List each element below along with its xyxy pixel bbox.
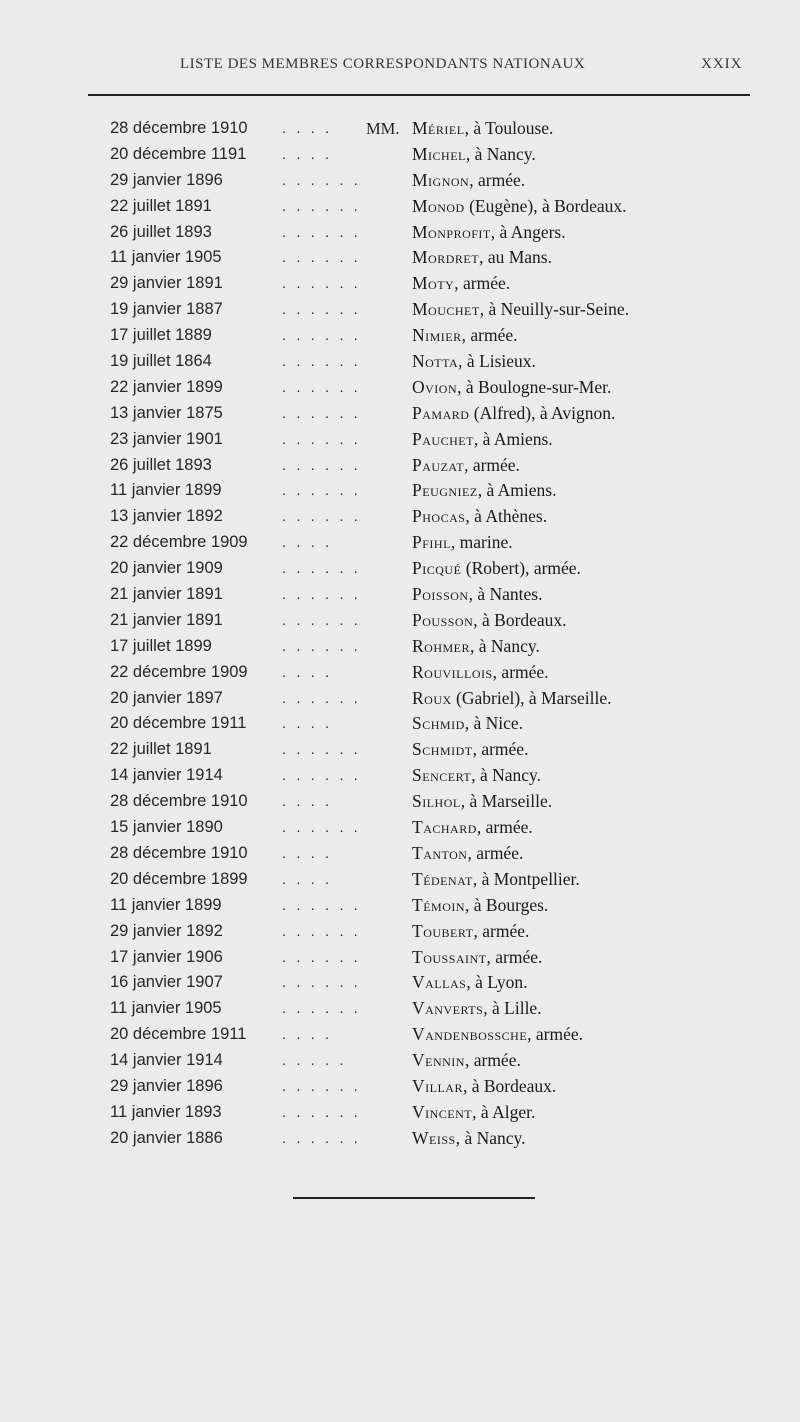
dot-leader: . . . . . . — [282, 948, 361, 966]
member-entry — [412, 375, 611, 401]
member-entry — [412, 763, 541, 789]
member-name: Tachard — [412, 817, 477, 838]
dot-leader: . . . . . — [282, 1052, 347, 1070]
entry-date: 17 juillet 1889 — [110, 326, 212, 345]
member-name: Mordret — [412, 247, 480, 268]
member-entry — [412, 608, 567, 634]
dot-leader: . . . . . . — [282, 922, 361, 940]
member-entry — [412, 297, 629, 323]
dot-leader: . . . . . . — [282, 378, 361, 396]
list-item — [0, 194, 800, 220]
member-name: Toussaint — [412, 946, 487, 967]
member-entry — [412, 245, 552, 271]
list-item — [0, 1126, 800, 1152]
member-detail: , à Montpellier. — [472, 868, 580, 889]
member-detail: , armée. — [454, 273, 511, 294]
dot-leader: . . . . . . — [282, 249, 361, 267]
list-item — [0, 375, 800, 401]
member-name: Mouchet — [412, 299, 480, 320]
entry-date: 29 janvier 1896 — [110, 170, 223, 189]
member-name: Ovion — [412, 376, 458, 397]
entry-date: 13 janvier 1875 — [110, 403, 223, 422]
member-entry — [412, 893, 548, 919]
member-name: Notta — [412, 351, 459, 372]
member-detail: , à Boulogne-sur-Mer. — [457, 376, 612, 397]
dot-leader: . . . . . . — [282, 197, 361, 215]
dot-leader: . . . . . . — [282, 223, 361, 241]
dot-leader: . . . . . . — [282, 275, 361, 293]
footer-rule — [293, 1197, 535, 1199]
entry-date: 16 janvier 1907 — [110, 973, 223, 992]
dot-leader: . . . . . . — [282, 611, 361, 629]
dot-leader: . . . . . . — [282, 819, 361, 837]
list-item — [0, 841, 800, 867]
member-entry — [412, 271, 510, 297]
member-detail: , à Lyon. — [466, 972, 528, 993]
member-name: Vincent — [412, 1101, 473, 1122]
member-detail: , armée. — [527, 1024, 584, 1045]
list-item — [0, 893, 800, 919]
mm-label: MM. — [366, 119, 400, 138]
entry-date: 26 juillet 1893 — [110, 455, 212, 474]
member-name: Mignon — [412, 169, 470, 190]
member-entry — [412, 427, 553, 453]
member-name: Pauzat — [412, 454, 465, 475]
member-name: Monprofit — [412, 221, 491, 242]
list-item — [0, 271, 800, 297]
member-entry — [412, 323, 518, 349]
member-detail: , à Nancy. — [455, 1127, 526, 1148]
member-name: Vallas — [412, 972, 467, 993]
header-rule — [88, 94, 750, 96]
member-name: Sencert — [412, 765, 472, 786]
dot-leader: . . . . . . — [282, 1103, 361, 1121]
member-entry — [412, 1022, 583, 1048]
member-detail: , marine. — [450, 532, 513, 553]
list-item — [0, 401, 800, 427]
member-entry — [412, 1100, 535, 1126]
dot-leader: . . . . — [282, 145, 333, 163]
member-entry — [412, 194, 627, 220]
list-item — [0, 323, 800, 349]
member-entry — [412, 789, 552, 815]
member-entry — [412, 478, 556, 504]
page-number: XXIX — [701, 56, 743, 72]
member-detail: , à Bordeaux. — [462, 1075, 557, 1096]
entry-date: 28 décembre 1910 — [110, 792, 248, 811]
member-entry — [412, 168, 525, 194]
dot-leader: . . . . . . — [282, 456, 361, 474]
dot-leader: . . . . . . — [282, 482, 361, 500]
member-name: Rohmer — [412, 635, 471, 656]
dot-leader: . . . . . . — [282, 327, 361, 345]
member-detail: , à Toulouse. — [464, 118, 554, 138]
entry-date: 20 janvier 1886 — [110, 1128, 223, 1147]
list-item — [0, 970, 800, 996]
entry-date: 20 janvier 1909 — [110, 559, 223, 578]
list-item — [0, 478, 800, 504]
member-detail: (Gabriel), à Marseille. — [451, 687, 612, 708]
member-detail: , à Marseille. — [460, 791, 553, 812]
member-name: Picqué — [412, 558, 462, 579]
entry-date: 11 janvier 1899 — [110, 895, 222, 914]
list-item — [0, 297, 800, 323]
dot-leader: . . . . . . — [282, 1077, 361, 1095]
entry-date: 20 janvier 1897 — [110, 688, 223, 707]
member-detail: , à Lisieux. — [458, 351, 536, 372]
entry-date: 26 juillet 1893 — [110, 222, 212, 241]
member-name: Michel — [412, 143, 466, 164]
member-name: Phocas — [412, 506, 466, 527]
member-detail: , à Neuilly-sur-Seine. — [479, 299, 630, 320]
entry-date: 22 décembre 1909 — [110, 533, 248, 552]
member-entry — [412, 349, 536, 375]
list-item — [0, 815, 800, 841]
entry-date: 20 décembre 1911 — [110, 714, 247, 733]
dot-leader: . . . . — [282, 534, 333, 552]
member-name: Rouvillois — [412, 661, 493, 682]
entry-date: 21 janvier 1891 — [110, 610, 223, 629]
entry-date: 22 juillet 1891 — [110, 196, 212, 215]
list-item — [0, 1074, 800, 1100]
entry-date: 20 décembre 1899 — [110, 869, 248, 888]
member-entry — [412, 970, 528, 996]
member-entry — [412, 1126, 526, 1152]
member-detail: , à Nice. — [464, 713, 524, 734]
dot-leader: . . . . — [282, 715, 333, 733]
entry-date: 22 janvier 1899 — [110, 377, 223, 396]
member-name: Pamard — [412, 402, 470, 423]
dot-leader: . . . . . . — [282, 896, 361, 914]
member-entry — [412, 582, 542, 608]
member-entry — [412, 660, 549, 686]
entry-date: 28 décembre 1910 — [110, 119, 248, 137]
member-name: Pousson — [412, 609, 474, 630]
member-entry — [412, 867, 580, 893]
member-detail: , à Lille. — [483, 998, 542, 1019]
member-name: Pauchet — [412, 428, 474, 449]
list-item — [0, 867, 800, 893]
list-item — [0, 1100, 800, 1126]
entry-date: 17 janvier 1906 — [110, 947, 223, 966]
member-detail: , armée. — [469, 169, 526, 190]
entry-date: 19 juillet 1864 — [110, 352, 212, 371]
member-entry — [412, 556, 581, 582]
entry-date: 15 janvier 1890 — [110, 818, 223, 837]
member-entry — [412, 815, 533, 841]
member-entry — [412, 711, 523, 737]
dot-leader: . . . . — [282, 793, 333, 811]
dot-leader: . . . . . . — [282, 508, 361, 526]
dot-leader: . . . . . . — [282, 767, 361, 785]
member-detail: , armée. — [492, 661, 549, 682]
dot-leader: . . . . . . — [282, 430, 361, 448]
member-detail: , à Angers. — [490, 221, 566, 242]
entry-date: 17 juillet 1899 — [110, 636, 212, 655]
entry-date: 19 janvier 1887 — [110, 300, 223, 319]
member-entry — [412, 634, 540, 660]
member-entry — [412, 453, 520, 479]
member-name: Tanton — [412, 842, 468, 863]
member-name: Weiss — [412, 1127, 456, 1148]
list-item — [0, 660, 800, 686]
member-detail: , au Mans. — [479, 247, 552, 268]
member-entry — [412, 116, 553, 142]
member-entry — [412, 401, 615, 427]
member-detail: , à Nancy. — [470, 635, 540, 656]
list-item — [0, 945, 800, 971]
member-entry — [412, 1074, 556, 1100]
member-entry — [412, 220, 566, 246]
entry-date: 11 janvier 1905 — [110, 248, 222, 267]
member-list — [0, 116, 800, 1152]
entry-date: 22 juillet 1891 — [110, 740, 212, 759]
list-item — [0, 116, 800, 142]
entry-date: 29 janvier 1891 — [110, 274, 223, 293]
member-name: Roux — [412, 687, 452, 708]
list-item — [0, 711, 800, 737]
dot-leader: . . . . — [282, 1026, 333, 1044]
member-detail: , armée. — [486, 946, 543, 967]
member-name: Témoin — [412, 894, 466, 915]
member-name: Vennin — [412, 1050, 465, 1071]
list-item — [0, 349, 800, 375]
member-name: Silhol — [412, 791, 461, 812]
member-entry — [412, 841, 523, 867]
list-item — [0, 427, 800, 453]
entry-date: 23 janvier 1901 — [110, 429, 223, 448]
member-detail: , à Nancy. — [471, 765, 541, 786]
list-item — [0, 996, 800, 1022]
list-item — [0, 530, 800, 556]
entry-date: 14 janvier 1914 — [110, 766, 223, 785]
list-item — [0, 1022, 800, 1048]
member-detail: , armée. — [464, 1050, 521, 1071]
entry-date: 20 décembre 1191 — [110, 144, 247, 163]
member-name: Monod — [412, 195, 465, 216]
member-detail: (Eugène), à Bordeaux. — [464, 195, 627, 216]
list-item — [0, 789, 800, 815]
entry-date: 11 janvier 1899 — [110, 481, 222, 500]
member-name: Moty — [412, 273, 455, 294]
running-title: LISTE DES MEMBRES CORRESPONDANTS NATIONAUX — [180, 56, 586, 72]
list-item — [0, 168, 800, 194]
dot-leader: . . . . . . — [282, 974, 361, 992]
member-entry — [412, 996, 542, 1022]
dot-leader: . . . . — [282, 120, 333, 137]
list-item — [0, 737, 800, 763]
member-detail: , à Bourges. — [465, 894, 549, 915]
list-item — [0, 763, 800, 789]
dot-leader: . . . . — [282, 663, 333, 681]
dot-leader: . . . . . . — [282, 1000, 361, 1018]
member-entry — [412, 945, 542, 971]
entry-date: 28 décembre 1910 — [110, 843, 248, 862]
member-entry — [412, 504, 547, 530]
page-header — [0, 56, 800, 80]
member-entry — [412, 919, 529, 945]
list-item — [0, 504, 800, 530]
member-detail: (Alfred), à Avignon. — [469, 402, 616, 423]
dot-leader: . . . . . . — [282, 741, 361, 759]
entry-date: 21 janvier 1891 — [110, 585, 223, 604]
entry-date: 29 janvier 1896 — [110, 1076, 223, 1095]
list-item — [0, 142, 800, 168]
entry-date: 20 décembre 1911 — [110, 1025, 247, 1044]
member-detail: , armée. — [467, 842, 524, 863]
dot-leader: . . . . . . — [282, 353, 361, 371]
list-item — [0, 919, 800, 945]
member-detail: , armée. — [464, 454, 520, 475]
member-detail: , armée. — [476, 817, 533, 838]
dot-leader: . . . . . . — [282, 586, 361, 604]
list-item — [0, 453, 800, 479]
dot-leader: . . . . . . — [282, 301, 361, 319]
dot-leader: . . . . . . — [282, 637, 361, 655]
member-detail: , à Alger. — [472, 1101, 536, 1122]
member-name: Peugniez — [412, 480, 478, 501]
member-detail: , à Amiens. — [477, 480, 557, 501]
entry-date: 11 janvier 1893 — [110, 1102, 222, 1121]
entry-date: 11 janvier 1905 — [110, 999, 222, 1018]
dot-leader: . . . . — [282, 844, 333, 862]
list-item — [0, 556, 800, 582]
member-name: Vandenbossche — [412, 1024, 528, 1045]
list-item — [0, 220, 800, 246]
member-name: Pfihl — [412, 532, 451, 553]
member-entry — [412, 1048, 521, 1074]
list-item — [0, 686, 800, 712]
member-detail: , à Bordeaux. — [473, 609, 567, 630]
member-name: Vanverts — [412, 998, 484, 1019]
entry-date: 13 janvier 1892 — [110, 507, 223, 526]
dot-leader: . . . . . . — [282, 689, 361, 707]
list-item — [0, 608, 800, 634]
entry-date: 14 janvier 1914 — [110, 1051, 223, 1070]
member-name: Nimier — [412, 325, 462, 346]
member-detail: , à Nantes. — [468, 584, 543, 605]
member-name: Mériel — [412, 118, 465, 138]
member-name: Schmidt — [412, 739, 473, 760]
member-detail: , à Athènes. — [465, 506, 548, 527]
list-item — [0, 1048, 800, 1074]
member-name: Toubert — [412, 920, 474, 941]
dot-leader: . . . . . . — [282, 560, 361, 578]
member-name: Tédenat — [412, 868, 473, 889]
dot-leader: . . . . — [282, 870, 333, 888]
member-detail: , armée. — [472, 739, 529, 760]
member-detail: , armée. — [473, 920, 530, 941]
member-name: Schmid — [412, 713, 465, 734]
member-name: Villar — [412, 1075, 463, 1096]
entry-date: 29 janvier 1892 — [110, 921, 223, 940]
member-entry — [412, 530, 513, 556]
dot-leader: . . . . . . — [282, 171, 361, 189]
list-item — [0, 634, 800, 660]
member-detail: (Robert), armée. — [461, 558, 581, 579]
member-detail: , à Nancy. — [465, 143, 536, 164]
member-detail: , armée. — [461, 325, 518, 346]
list-item — [0, 245, 800, 271]
dot-leader: . . . . . . — [282, 404, 361, 422]
entry-date: 22 décembre 1909 — [110, 662, 248, 681]
member-detail: , à Amiens. — [473, 428, 553, 449]
member-entry — [412, 142, 536, 168]
member-name: Poisson — [412, 584, 469, 605]
list-item — [0, 582, 800, 608]
dot-leader: . . . . . . — [282, 1129, 361, 1147]
member-entry — [412, 737, 528, 763]
member-entry — [412, 686, 612, 712]
